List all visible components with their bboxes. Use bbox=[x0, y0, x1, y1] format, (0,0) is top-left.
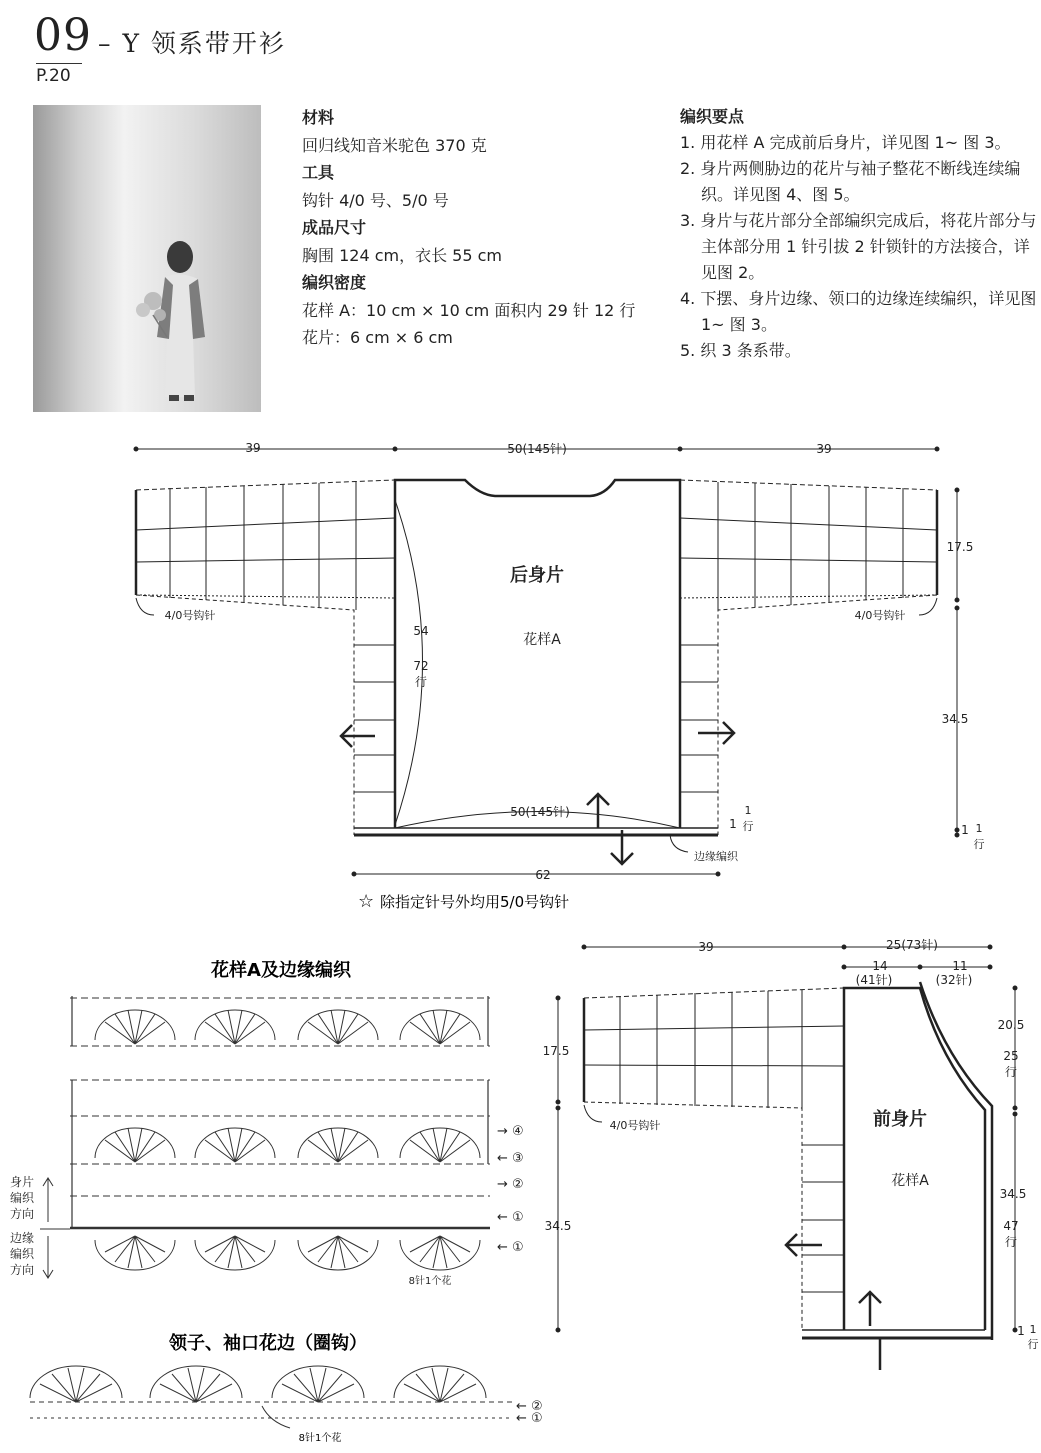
dim-right-sleeve: 39 bbox=[816, 442, 832, 456]
back-body-diagram bbox=[0, 430, 1041, 920]
back-body-title: 后身片 bbox=[510, 565, 564, 586]
right-edge-rows: 1 bbox=[975, 822, 983, 835]
right-edge-unit: 行 bbox=[973, 838, 985, 851]
materials-block bbox=[302, 104, 635, 352]
tools-heading: 工具 bbox=[302, 163, 335, 182]
collar-title: 领子、袖口花边（圈钩） bbox=[169, 1333, 367, 1354]
gauge-heading: 编织密度 bbox=[302, 273, 367, 292]
front-dim-b-st: (32针) bbox=[935, 973, 973, 987]
front-neck-depth: 20.5 bbox=[997, 1018, 1025, 1032]
pattern-number: 09 bbox=[34, 10, 92, 61]
size-value: 胸围 124 cm，衣长 55 cm bbox=[302, 245, 503, 265]
front-dim-width: 25(73针) bbox=[886, 938, 938, 952]
notes-heading: 编织要点 bbox=[680, 107, 745, 126]
front-body-rows: 47 bbox=[1003, 1219, 1019, 1233]
divider bbox=[36, 63, 82, 64]
bottom-total-width: 62 bbox=[535, 868, 551, 882]
right-edge-num: 1 bbox=[961, 823, 969, 837]
page-reference: P.20 bbox=[36, 66, 71, 86]
page-title: – Y 领系带开衫 bbox=[98, 29, 286, 58]
front-body-title: 前身片 bbox=[873, 1109, 927, 1130]
hook-label-left: 4/0号钩针 bbox=[164, 609, 216, 622]
back-height: 54 bbox=[413, 624, 429, 638]
tools-value: 钩针 4/0 号、5/0 号 bbox=[302, 190, 449, 210]
front-dim-a-st: (41针) bbox=[855, 973, 893, 987]
edge-rows-unit: 行 bbox=[742, 820, 754, 833]
front-neck-unit: 行 bbox=[1004, 1065, 1018, 1079]
dim-side-height: 34.5 bbox=[941, 712, 969, 726]
collar-row-2: ← ② bbox=[516, 1399, 543, 1414]
hook-note: 除指定针号外均用5/0号钩针 bbox=[380, 893, 570, 911]
gauge-value: 花样 A：10 cm × 10 cm 面积内 29 针 12 行 bbox=[302, 300, 636, 320]
front-pattern-label: 花样A bbox=[891, 1173, 929, 1189]
front-body-dim: 34.5 bbox=[999, 1187, 1027, 1201]
back-rows-unit: 行 bbox=[414, 675, 428, 689]
front-edge-num: 1 bbox=[1017, 1324, 1025, 1338]
collar-edging-chart bbox=[0, 1322, 560, 1450]
dim-body-width: 50(145针) bbox=[507, 442, 567, 456]
note-item: 3. 身片与花片部分全部编织完成后，将花片部分与主体部分用 1 针引拔 2 针锁针的方法接合，详见图 2。 bbox=[680, 211, 1037, 282]
front-body-unit: 行 bbox=[1004, 1235, 1018, 1249]
note-item: 2. 身片两侧胁边的花片与袖子整花不断线连续编织。详见图 4、图 5。 bbox=[680, 159, 1021, 204]
row-marker-2: → ② bbox=[497, 1177, 524, 1192]
repeat-label: 8针1个花 bbox=[408, 1276, 452, 1287]
front-hook-label: 4/0号钩针 bbox=[609, 1119, 661, 1132]
star-icon: ☆ bbox=[358, 891, 375, 912]
collar-repeat: 8针1个花 bbox=[298, 1433, 342, 1444]
dim-sleeve-height: 17.5 bbox=[946, 540, 974, 554]
back-rows: 72 bbox=[413, 659, 429, 673]
note-item: 4. 下摆、身片边缘、领口的边缘连续编织，详见图 1~ 图 3。 bbox=[680, 289, 1037, 334]
bottom-inner-width: 50(145针) bbox=[510, 805, 570, 819]
note-item: 1. 用花样 A 完成前后身片，详见图 1~ 图 3。 bbox=[680, 133, 1011, 152]
model-photo bbox=[33, 105, 261, 412]
pattern-a-chart bbox=[0, 950, 550, 1295]
front-dim-sleeve: 39 bbox=[698, 940, 714, 954]
motif-size: 花片：6 cm × 6 cm bbox=[302, 328, 453, 347]
row-marker-edge: ← ① bbox=[497, 1240, 524, 1255]
size-heading: 成品尺寸 bbox=[302, 218, 367, 237]
edge-rows: 1 bbox=[744, 804, 752, 817]
body-dir-2: 编织 bbox=[9, 1191, 35, 1205]
body-dir-1: 身片 bbox=[9, 1175, 35, 1189]
front-body-diagram bbox=[540, 930, 1040, 1370]
materials-heading: 材料 bbox=[302, 108, 335, 127]
row-marker-3: ← ③ bbox=[497, 1151, 524, 1166]
row-marker-1: ← ① bbox=[497, 1210, 524, 1225]
edge-dir-2: 编织 bbox=[9, 1247, 35, 1261]
materials-value: 回归线知音米驼色 370 克 bbox=[302, 135, 487, 155]
front-edge-rows: 1 bbox=[1029, 1323, 1037, 1336]
collar-row-1: ← ① bbox=[516, 1411, 543, 1426]
front-side-height: 34.5 bbox=[544, 1219, 572, 1233]
edge-dir-3: 方向 bbox=[9, 1263, 35, 1277]
front-neck-rows: 25 bbox=[1003, 1049, 1019, 1063]
hook-label-right: 4/0号钩针 bbox=[854, 609, 906, 622]
edge-label: 边缘编织 bbox=[694, 850, 738, 863]
front-dim-a: 14 bbox=[872, 959, 888, 973]
row-marker-4: → ④ bbox=[497, 1124, 524, 1139]
note-item: 5. 织 3 条系带。 bbox=[680, 341, 801, 360]
dim-left-sleeve: 39 bbox=[245, 441, 261, 455]
edge-dir-1: 边缘 bbox=[9, 1231, 35, 1245]
front-edge-unit: 行 bbox=[1027, 1338, 1039, 1351]
front-dim-b: 11 bbox=[952, 959, 968, 973]
front-sleeve-height: 17.5 bbox=[542, 1044, 570, 1058]
knitting-notes bbox=[680, 104, 1040, 364]
edge-rows-num: 1 bbox=[729, 817, 737, 831]
pattern-a-title: 花样A及边缘编织 bbox=[211, 960, 351, 981]
body-dir-3: 方向 bbox=[9, 1207, 35, 1221]
back-pattern-label: 花样A bbox=[523, 632, 561, 648]
